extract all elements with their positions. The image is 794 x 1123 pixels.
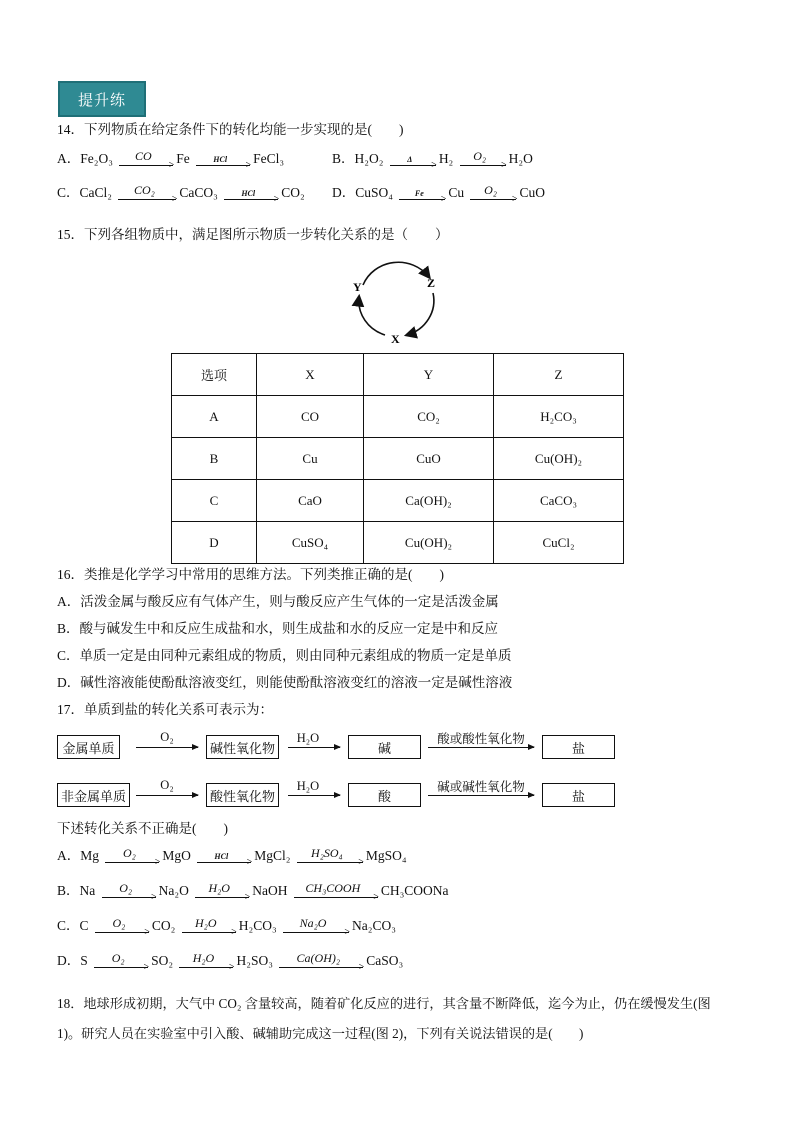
product: Fe (176, 151, 190, 166)
product: CO₂ (151, 918, 176, 933)
arrow-condition: O₂ (484, 182, 497, 197)
q16-stem: 16．类推是化学学习中常用的思维方法。下列类推正确的是( ) (57, 567, 444, 582)
reaction-arrow: O₂ > (470, 185, 516, 203)
q17-prompt: 下述转化关系不正确是( ) (57, 821, 228, 836)
table-cell: Cu (257, 438, 364, 480)
q17-option-d[interactable] (57, 952, 403, 971)
reactant: Fe₂O₃ (80, 151, 113, 166)
option-label: D． (332, 185, 356, 200)
flow-box-salt: 盐 (542, 735, 615, 759)
q18-stem-line2: 1)。研究人员在实验室中引入酸、碱辅助完成这一过程(图 2)，下列有关说法错误的是( ) (57, 1026, 584, 1041)
flow-box-metal: 金属单质 (57, 735, 120, 759)
flow-arrow (428, 747, 534, 748)
q14-option-a[interactable] (57, 150, 284, 169)
flow-arrow-label: 碱或碱性氧化物 (437, 780, 525, 794)
arrow-condition: Fe (414, 188, 424, 198)
cycle-label-y: Y (353, 280, 362, 294)
q16-option-b[interactable]: B．酸与碱发生中和反应生成盐和水，则生成盐和水的反应一定是中和反应 (57, 621, 499, 636)
reaction-arrow: Δ > (390, 151, 436, 169)
option-label: C． (57, 185, 80, 200)
reaction-arrow: H₂O > (179, 953, 233, 971)
product: CO₂ (281, 185, 305, 200)
reaction-arrow: CO₂ > (118, 185, 176, 203)
reaction-arrow: O₂ > (460, 151, 506, 169)
cycle-diagram (345, 255, 445, 347)
q16-option-c[interactable]: C．单质一定是由同种元素组成的物质，则由同种元素组成的物质一定是单质 (57, 648, 512, 663)
flow-box-acidic-oxide: 酸性氧化物 (206, 783, 279, 807)
arrow-condition: Na₂O (299, 915, 327, 930)
q17-option-b[interactable] (57, 882, 449, 901)
option-label: C． (57, 918, 80, 933)
flow-arrow-label: H₂O (296, 731, 320, 745)
product: SO₂ (151, 953, 174, 968)
flow-arrow-label: H₂O (296, 779, 320, 793)
flow-arrow (288, 747, 340, 748)
table-row[interactable] (172, 480, 624, 522)
flow-arrow (136, 747, 198, 748)
arrow-y-to-z (363, 262, 429, 285)
arrow-condition: HCl (214, 851, 229, 861)
table-header: 选项 (172, 354, 257, 396)
flow-arrow-label: O₂ (160, 730, 174, 744)
reactant: Mg (80, 848, 100, 863)
arrow-condition: O₂ (473, 148, 487, 163)
table-cell: A (172, 396, 257, 438)
product: CaSO₃ (366, 953, 404, 968)
table-cell: Cu(OH)₂ (494, 438, 624, 480)
arrow-condition: O₂ (119, 880, 133, 895)
arrow-condition: O₂ (122, 845, 136, 860)
flow-arrow-label: O₂ (160, 778, 174, 792)
reactant: CuSO₄ (355, 185, 393, 200)
reaction-arrow: H₂O > (195, 883, 249, 901)
arrow-condition: H₂O (192, 950, 215, 965)
arrow-condition: CO (134, 148, 152, 163)
flow-arrow (136, 795, 198, 796)
option-label: A． (57, 151, 81, 166)
arrow-condition: CH₃COOH (305, 880, 361, 895)
reactant: H₂O₂ (354, 151, 384, 166)
reaction-arrow: O₂ > (102, 883, 156, 901)
q15-stem: 15．下列各组物质中，满足图所示物质一步转化关系的是（ ） (57, 227, 449, 242)
reactant: Na (79, 883, 96, 898)
reaction-arrow: O₂ > (95, 918, 149, 936)
product: CH₃COONa (380, 883, 449, 898)
product: H₂SO₃ (236, 953, 273, 968)
table-cell: H₂CO₃ (494, 396, 624, 438)
arrow-condition: CO₂ (133, 182, 155, 197)
reaction-arrow: HCl > (197, 848, 251, 866)
product: H₂ (438, 151, 454, 166)
table-cell: CuO (364, 438, 494, 480)
product: H₂O (508, 151, 533, 166)
table-cell: B (172, 438, 257, 480)
q14-option-d[interactable] (332, 184, 545, 203)
flow-box-acid: 酸 (348, 783, 421, 807)
arrow-condition: O₂ (112, 915, 126, 930)
table-row[interactable] (172, 522, 624, 564)
option-label: A． (57, 848, 81, 863)
table-header: Y (364, 354, 494, 396)
arrow-condition: Δ (407, 154, 413, 164)
option-label: B． (57, 883, 80, 898)
reactant: CaCl₂ (79, 185, 112, 200)
product: MgO (162, 848, 191, 863)
arrow-condition: H₂O (194, 915, 217, 930)
q14-option-b[interactable] (332, 150, 533, 169)
reaction-arrow: CO > (119, 151, 173, 169)
product: MgSO₄ (365, 848, 407, 863)
product: H₂CO₃ (238, 918, 277, 933)
cycle-label-x: X (391, 332, 400, 346)
flow-arrow (288, 795, 340, 796)
product: CaCO₃ (179, 185, 218, 200)
q16-option-d[interactable]: D．碱性溶液能使酚酞溶液变红，则能使酚酞溶液变红的溶液一定是碱性溶液 (57, 675, 513, 690)
product: NaOH (252, 883, 288, 898)
product: Na₂O (158, 883, 189, 898)
reaction-arrow: CH₃COOH > (294, 883, 378, 901)
option-label: B． (332, 151, 355, 166)
table-cell: Cu(OH)₂ (364, 522, 494, 564)
arrow-condition: HCl (241, 188, 256, 198)
reaction-arrow: H₂O > (182, 918, 236, 936)
flow-arrow (428, 795, 534, 796)
arrow-condition: H₂O (208, 880, 230, 895)
table-cell: CaCO₃ (494, 480, 624, 522)
product: Na₂CO₃ (352, 918, 396, 933)
q17-option-c[interactable] (57, 917, 396, 936)
table-cell: C (172, 480, 257, 522)
arrow-condition: O₂ (111, 950, 125, 965)
flow-box-basic-oxide: 碱性氧化物 (206, 735, 279, 759)
reaction-arrow: O₂ > (105, 848, 159, 866)
product: MgCl₂ (254, 848, 291, 863)
q14-stem: 14．下列物质在给定条件下的转化均能一步实现的是( ) (57, 122, 404, 137)
q17-stem: 17．单质到盐的转化关系可表示为： (57, 702, 273, 717)
reaction-arrow: HCl > (224, 185, 278, 203)
flow-box-salt: 盐 (542, 783, 615, 807)
arrow-condition: H₂SO₄ (311, 845, 343, 860)
product: FeCl₃ (253, 151, 285, 166)
flow-box-nonmetal: 非金属单质 (57, 783, 130, 807)
arrow-z-to-x (407, 293, 434, 335)
product: Cu (448, 185, 465, 200)
table-row[interactable] (172, 396, 624, 438)
product: CuO (519, 185, 545, 200)
q16-option-a[interactable]: A．活泼金属与酸反应有气体产生，则与酸反应产生气体的一定是活泼金属 (57, 594, 499, 609)
q18-stem-line1: 18．地球形成初期，大气中 CO₂ 含量较高，随着矿化反应的进行，其含量不断降低，迄今为止，仍在缓慢发生(图 (57, 996, 711, 1011)
flow-box-base: 碱 (348, 735, 421, 759)
reaction-arrow: O₂ > (94, 953, 148, 971)
arrow-x-to-y (359, 297, 385, 335)
reactant: C (79, 918, 89, 933)
reaction-arrow: HCl > (196, 151, 250, 169)
reaction-arrow: Fe > (399, 185, 445, 203)
table-cell: CO (257, 396, 364, 438)
table-row[interactable] (172, 438, 624, 480)
table-cell: CO₂ (364, 396, 494, 438)
reaction-arrow: Na₂O > (283, 918, 349, 936)
q14-option-c[interactable] (57, 184, 305, 203)
table-cell: Ca(OH)₂ (364, 480, 494, 522)
table-cell: CuSO₄ (257, 522, 364, 564)
options-table (171, 353, 624, 564)
flow-arrow-label: 酸或酸性氧化物 (437, 732, 525, 746)
reaction-arrow: H₂SO₄ > (297, 848, 363, 866)
arrow-condition: HCl (213, 154, 228, 164)
cycle-label-z: Z (427, 276, 436, 290)
table-header: Z (494, 354, 624, 396)
section-badge: 提升练 (58, 81, 146, 117)
table-header: X (257, 354, 364, 396)
table-cell: CuCl₂ (494, 522, 624, 564)
reaction-arrow: Ca(OH)₂ > (279, 953, 363, 971)
q17-option-a[interactable] (57, 847, 407, 866)
table-cell: D (172, 522, 257, 564)
option-label: D． (57, 953, 81, 968)
table-cell: CaO (257, 480, 364, 522)
arrow-condition: Ca(OH)₂ (296, 950, 341, 965)
reactant: S (80, 953, 88, 968)
